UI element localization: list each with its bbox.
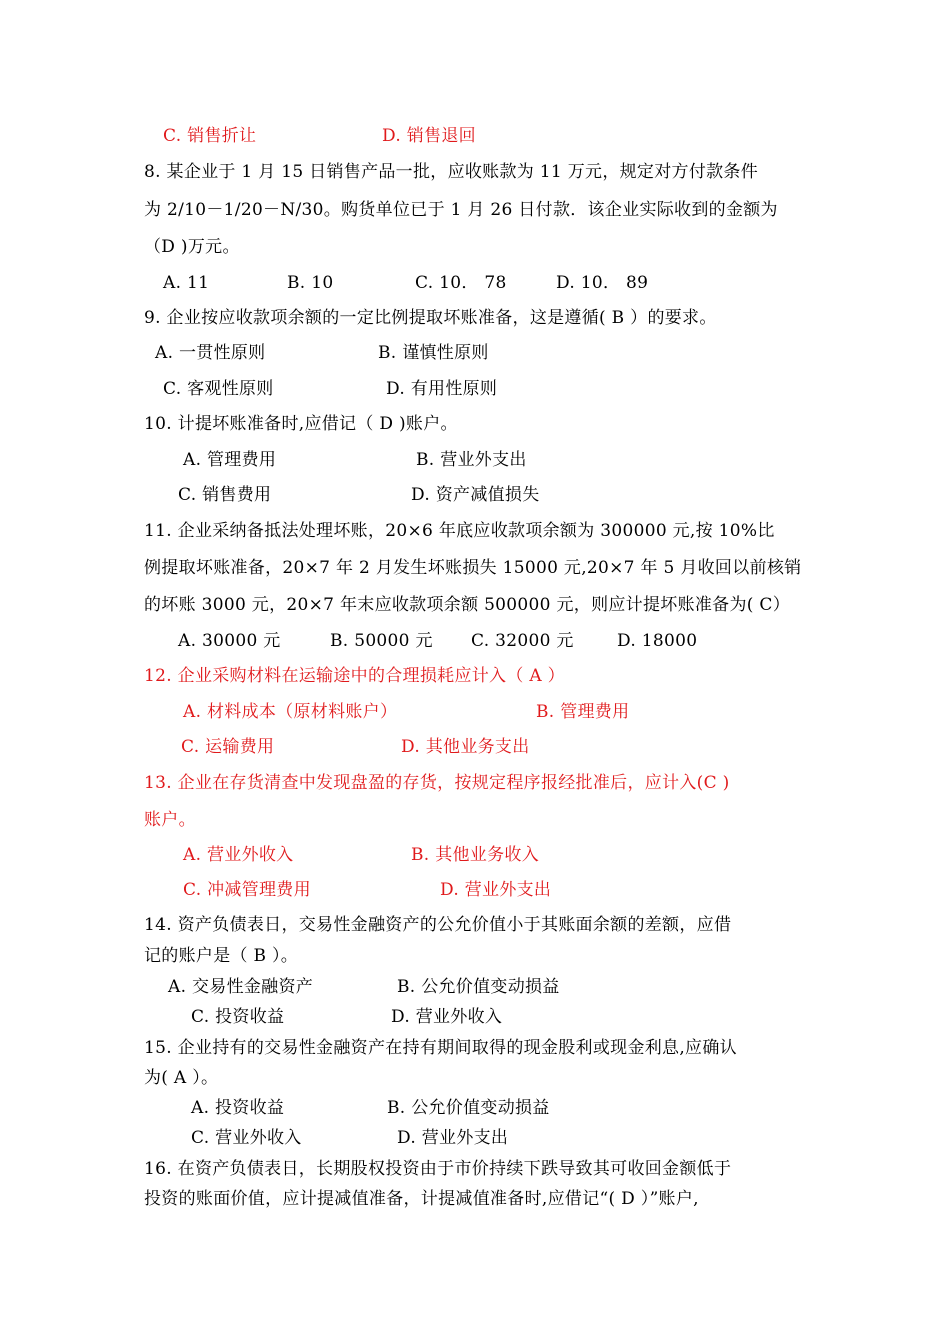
- q15-stem-line2: 为( A ）。: [144, 1068, 219, 1088]
- q11-option-a: A. 30000 元: [178, 631, 281, 651]
- q11-option-c: C. 32000 元: [471, 631, 574, 651]
- q13-option-b: B. 其他业务收入: [411, 845, 539, 865]
- q10-option-a: A. 管理费用: [183, 450, 277, 470]
- q12-stem-line1: 12. 企业采购材料在运输途中的合理损耗应计入（ A ）: [144, 666, 565, 686]
- q10-option-d: D. 资产减值损失: [411, 485, 540, 505]
- q11-option-d: D. 18000: [617, 631, 698, 651]
- q11-stem-line3: 的坏账 3000 元，20×7 年末应收款项余额 500000 元，则应计提坏账准备为( C）: [144, 595, 791, 615]
- q12-option-d: D. 其他业务支出: [401, 737, 530, 757]
- q9-stem-line1: 9. 企业按应收款项余额的一定比例提取坏账准备，这是遵循( B ）的要求。: [144, 308, 717, 328]
- q8-option-c: C. 10． 78: [415, 273, 507, 293]
- q10-option-b: B. 营业外支出: [416, 450, 527, 470]
- q9-option-a: A. 一贯性原则: [155, 343, 266, 363]
- q12-option-a: A. 材料成本（原材料账户）: [183, 702, 398, 722]
- q14-option-b: B. 公允价值变动损益: [397, 977, 560, 997]
- q16-stem-line1: 16. 在资产负债表日，长期股权投资由于市价持续下跌导致其可收回金额低于: [144, 1159, 732, 1179]
- q8-option-b: B. 10: [287, 273, 334, 293]
- q11-option-b: B. 50000 元: [330, 631, 433, 651]
- q9-option-d: D. 有用性原则: [386, 379, 498, 399]
- q15-stem-line1: 15. 企业持有的交易性金融资产在持有期间取得的现金股利或现金利息,应确认: [144, 1038, 737, 1058]
- q14-option-c: C. 投资收益: [191, 1007, 285, 1027]
- q13-option-a: A. 营业外收入: [183, 845, 294, 865]
- q15-option-d: D. 营业外支出: [397, 1128, 509, 1148]
- q11-stem-line2: 例提取坏账准备，20×7 年 2 月发生坏账损失 15000 元,20×7 年 5 月收回以前核销: [144, 558, 802, 578]
- q8-stem-line1: 8. 某企业于 1 月 15 日销售产品一批，应收账款为 11 万元，规定对方付款条件: [144, 162, 759, 182]
- q12-option-c: C. 运输费用: [181, 737, 275, 757]
- q8-stem-line2: 为 2/10－1/20－N/30。购货单位已于 1 月 26 日付款．该企业实际收到的金额为: [144, 200, 778, 220]
- q15-option-c: C. 营业外收入: [191, 1128, 302, 1148]
- q7-option-c: C. 销售折让: [163, 126, 257, 146]
- q14-option-a: A. 交易性金融资产: [168, 977, 314, 997]
- q9-option-c: C. 客观性原则: [163, 379, 274, 399]
- q10-stem-line1: 10. 计提坏账准备时,应借记（ D )账户。: [144, 414, 458, 434]
- q13-stem-line2: 账户。: [144, 810, 196, 830]
- q14-stem-line2: 记的账户是（ B ）。: [144, 946, 299, 966]
- q10-option-c: C. 销售费用: [178, 485, 272, 505]
- q11-stem-line1: 11. 企业采纳备抵法处理坏账，20×6 年底应收款项余额为 300000 元,按 10%比: [144, 521, 775, 541]
- q15-option-a: A. 投资收益: [191, 1098, 285, 1118]
- q13-option-c: C. 冲减管理费用: [183, 880, 311, 900]
- q16-stem-line2: 投资的账面价值，应计提减值准备，计提减值准备时,应借记“( D ）”账户,: [144, 1189, 699, 1209]
- q14-stem-line1: 14. 资产负债表日，交易性金融资产的公允价值小于其账面余额的差额，应借: [144, 915, 732, 935]
- q9-option-b: B. 谨慎性原则: [378, 343, 489, 363]
- q7-option-d: D. 销售退回: [382, 126, 476, 146]
- q8-option-a: A. 11: [163, 273, 210, 293]
- q8-stem-line3: （D )万元。: [144, 237, 240, 257]
- q14-option-d: D. 营业外收入: [391, 1007, 503, 1027]
- q12-option-b: B. 管理费用: [536, 702, 630, 722]
- q8-option-d: D. 10． 89: [556, 273, 649, 293]
- q13-option-d: D. 营业外支出: [440, 880, 552, 900]
- q13-stem-line1: 13. 企业在存货清查中发现盘盈的存货，按规定程序报经批准后，应计入(C ): [144, 773, 730, 793]
- q15-option-b: B. 公允价值变动损益: [387, 1098, 550, 1118]
